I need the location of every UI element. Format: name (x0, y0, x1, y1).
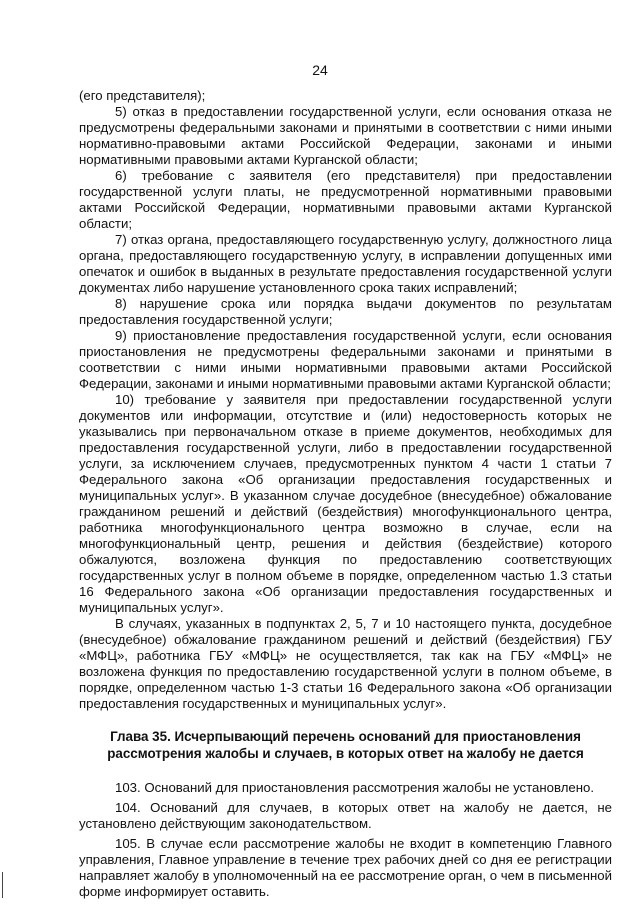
paragraph-item-8: 8) нарушение срока или порядка выдачи документов по результатам предоставления государственной услуги; (79, 296, 612, 327)
document-body (79, 88, 612, 900)
paragraph-item-9: 9) приостановление предоставления государственной услуги, если основания приостановления не предусмотрены федеральными законами и принятыми в соответствии с ними иными нормативными правовыми актами Российской Федерации, законами и иными нормативными правовыми актами Курганской области; (79, 328, 612, 391)
paragraph-item-7: 7) отказ органа, предоставляющего государственную услугу, должностного лица органа, предоставляющего государственную услугу, в исправлении допущенных ими опечаток и ошибок в выданных в результате предоставления государственной услуги документах либо нарушение установленного срока таких исправлений; (79, 232, 612, 295)
paragraph-item-6: 6) требование с заявителя (его представителя) при предоставлении государственной услуги платы, не предусмотренной нормативными правовыми актами Российской Федерации, нормативными правовыми актами Курганской области; (79, 168, 612, 231)
chapter-heading-line-2: рассмотрения жалобы и случаев, в которых ответ на жалобу не дается (107, 746, 584, 761)
paragraph-105: 105. В случае если рассмотрение жалобы не входит в компетенцию Главного управления, Главное управление в течение трех рабочих дней со дня ее регистрации направляет жалобу в уполномоченный на ее рассмотрение орган, о чем в письменной форме информирует оставить. (79, 836, 612, 899)
page-number: 24 (312, 62, 328, 78)
paragraph-cases: В случаях, указанных в подпунктах 2, 5, 7 и 10 настоящего пункта, досудебное (внесудебное) обжалование гражданином решений и действий (бездействия) ГБУ «МФЦ», работника ГБУ «МФЦ» не осуществляется, так как на ГБУ «МФЦ» не возложена функция по предоставлению государственной услуги в полном объеме, в порядке, определенном частью 1-3 статьи 16 Федерального закона «Об организации предоставления государственных и муниципальных услуг». (79, 616, 612, 711)
paragraph-103: 103. Оснований для приостановления рассмотрения жалобы не установлено. (115, 780, 594, 795)
paragraph: (его представителя); (79, 88, 206, 103)
paragraph-104: 104. Оснований для случаев, в которых ответ на жалобу не дается, не установлено действующим законодательством. (79, 800, 612, 831)
paragraph-item-5: 5) отказ в предоставлении государственной услуги, если основания отказа не предусмотрены федеральными законами и принятыми в соответствии с ними иными нормативно-правовыми актами Российской Федерации, законами и иными нормативными правовыми актами Курганской области; (79, 104, 612, 167)
paragraph-item-10: 10) требование у заявителя при предоставлении государственной услуги документов или информации, отсутствие и (или) недостоверность которых не указывались при первоначальном отказе в приеме документов, необходимых для предоставления государственной услуги, либо в предоставлении государственной услуги, за исключением случаев, предусмотренных пунктом 4 части 1 статьи 7 Федерального закона «Об организации предоставления государственных и муниципальных услуг». В указанном случае досудебное (внесудебное) обжалование гражданином решений и действий (бездействия) многофункционального центра, работника многофункционального центра возможно в случае, если на многофункциональный центр, решения и действия (бездействие) которого обжалуются, возложена функция по предоставлению соответствующих государственных услуг в полном объеме в порядке, определенном частью 1.3 статьи 16 Федерального закона «Об организации предоставления государственных и муниципальных услуг». (79, 392, 612, 615)
scan-edge-mark (2, 872, 3, 898)
chapter-heading-line-1: Глава 35. Исчерпывающий перечень оснований для приостановления (110, 729, 581, 744)
chapter-heading (79, 728, 612, 762)
